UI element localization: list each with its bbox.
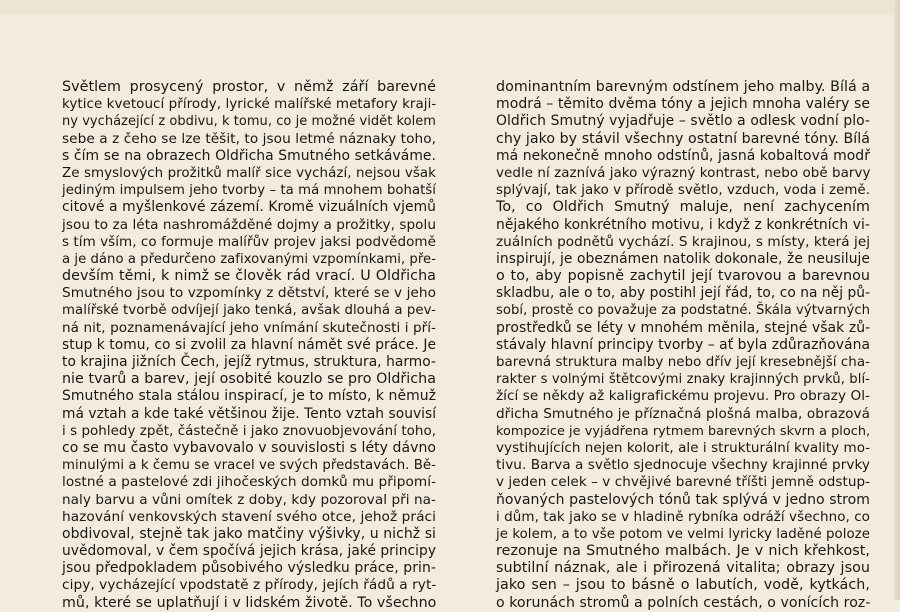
left-column-line: ny vycházející z obdivu, k tomu, co je možné vidět kolem bbox=[62, 114, 436, 130]
right-column-line: nějakého konkrétního motivu, i když z konkrétních vi- bbox=[496, 216, 870, 233]
right-column-line: kompozice je vyjádřena rytmem barevných skvrn a ploch, bbox=[496, 423, 871, 439]
left-column-line: i s pohledy zpět, částečně i jako znovuobjevování toho, bbox=[62, 423, 437, 439]
left-column-line: Ze smyslových prožitků malíř sice vychází, nejsou však bbox=[62, 165, 436, 181]
left-column-line: malířské tvorbě odvíjejí jako tenká, avšak dlouhá a pev- bbox=[62, 303, 436, 319]
left-text-column bbox=[62, 79, 436, 612]
right-column-line: sobí, prostě co považuje za podstatné. Škála výtvarných bbox=[496, 303, 870, 319]
left-column-line: to krajina jižních Čech, jejíž rytmus, struktura, harmo- bbox=[62, 354, 436, 370]
right-column-line: o korunách stromů a polních cestách, o vonících roz- bbox=[496, 594, 871, 611]
left-column-line: jsou předpokladem působivého výsledku práce, prin- bbox=[62, 560, 436, 577]
right-column-line: jako sen – jsou to básně o labutích, vodě, kytkách, bbox=[496, 577, 870, 594]
right-column-line: chy jako by stávil všechny ostatní barevné tóny. Bílá bbox=[496, 130, 870, 147]
left-column-line: Smutného stala stálou inspirací, je to místo, k němuž bbox=[62, 388, 436, 405]
left-column-line: má vztah a kde také většinou žije. Tento vztah souvisí bbox=[62, 405, 437, 422]
left-column-line: a je dáno a předurčeno zafixovanými vzpomínkami, pře- bbox=[62, 251, 437, 267]
right-column-line: vystihujících nejen kolorit, ale i strukturální kvality mo- bbox=[496, 439, 871, 456]
left-column-line: cipy, vycházející vpodstatě z přírody, jejích řádů a ryt- bbox=[62, 577, 437, 594]
right-column-line: v jeden celek – v chvějivé barevné tříšti jemně odstup- bbox=[496, 474, 871, 491]
left-column-line: hazování venkovských stavení svého otce, jehož práci bbox=[62, 508, 436, 525]
right-column-line: subtilní náznak, ale i přirozená vitalita; obrazy jsou bbox=[496, 560, 870, 577]
right-column-line: dřicha Smutného je příznačná plošná malba, obrazová bbox=[496, 405, 870, 422]
left-column-line: jsou to za léta nashromážděné dojmy a prožitky, spolu bbox=[62, 216, 436, 233]
right-text-column bbox=[496, 79, 870, 612]
right-column-line: má nekonečně mnoho odstínů, jasná kobaltová modř bbox=[496, 147, 870, 164]
right-column-line: prostředků se léty v mnohém měnila, stejné však zů- bbox=[496, 319, 871, 336]
left-column-line: stup k tomu, co si zvolil za hlavní námět své práce. Je bbox=[62, 336, 436, 353]
right-column-line: skladbu, ale o to, aby postihl její řád, to, co na něj pů- bbox=[496, 285, 871, 302]
left-column-line: Smutného jsou to vzpomínky z dětství, které se v jeho bbox=[62, 285, 436, 302]
right-column-line: rezonuje na Smutného malbách. Je v nich křehkost, bbox=[496, 543, 870, 560]
page-top-margin bbox=[0, 0, 900, 14]
left-column-line: Světlem prosycený prostor, v němž září barevné bbox=[62, 79, 436, 95]
left-column-line: kytice kvetoucí přírody, lyrické malířské metafory kraji- bbox=[62, 96, 437, 113]
right-column-line: i dům, tak jako se v hladině rybníka odráží všechno, co bbox=[496, 508, 870, 525]
right-column-line: žící se někdy až kaligrafickému projevu. Pro obrazy Ol- bbox=[496, 388, 870, 405]
left-column-line: ná nit, poznamenávající jeho vnímání skutečnosti i pří- bbox=[62, 319, 436, 336]
left-column-line: s čím se na obrazech Oldřicha Smutného setkáváme. bbox=[62, 147, 436, 164]
left-column-line: lostné a pastelové zdi jihočeských domků mu připomí- bbox=[62, 474, 437, 491]
page-edge bbox=[894, 0, 900, 600]
left-column-line: sebe a z čeho se lze těšit, to jsou letmé náznaky toho, bbox=[62, 130, 436, 147]
left-column-line: naly barvu a vůni omítek z doby, kdy pozoroval při na- bbox=[62, 491, 436, 508]
left-column-line: nie tvarů a barev, její osobité kouzlo se pro Oldřicha bbox=[62, 371, 436, 388]
right-column-line: ňovaných pastelových tónů tak splývá v jedno strom bbox=[496, 491, 870, 508]
left-column-line: devším těmi, k nimž se člověk rád vrací. U Oldřicha bbox=[62, 268, 436, 285]
right-column-line: dominantním barevným odstínem jeho malby. Bílá a bbox=[496, 79, 871, 95]
right-column-line: barevná struktura malby nebo dřív její kresebnější cha- bbox=[496, 355, 870, 370]
left-column-line: mů, které se uplatňují i v lidském životě. To všechno bbox=[62, 594, 437, 611]
right-column-line: tivu. Barva a světlo sjednocuje všechny krajinné prvky bbox=[496, 457, 870, 474]
right-column-line: je kolem, a to vše potom ve velmi lyricky laděné poloze bbox=[496, 526, 870, 542]
left-column-line: co se mu často vybavovalo v souvislosti s léty dávno bbox=[62, 439, 436, 456]
right-column-line: o to, aby popisně zachytil její tvarovou a barevnou bbox=[496, 268, 870, 285]
left-column-line: jediným impulsem jeho tvorby – ta má mnohem bohatší bbox=[62, 183, 436, 199]
right-column-line: splývají, tak jako v přírodě světlo, vzduch, voda i země. bbox=[496, 183, 870, 199]
right-column-line: vedle ní zaznívá jako výrazný kontrast, nebo obě barvy bbox=[496, 164, 871, 181]
left-column-line: uvědomoval, v čem spočívá jejich krása, jaké principy bbox=[62, 543, 437, 560]
right-column-line: modrá – těmito dvěma tóny a jejich mnoha valéry se bbox=[496, 96, 870, 113]
left-column-line: citové a myšlenkové zázemí. Kromě vizuálních vjemů bbox=[62, 199, 436, 216]
right-column-line: inspirují, je obeznámen natolik dokonale, že neusiluje bbox=[496, 250, 870, 267]
left-column-line: obdivoval, stejně tak jako matčiny výšivky, u nichž si bbox=[62, 525, 436, 542]
right-column-line: rakter s volnými štětcovými znaky krajinných prvků, blí- bbox=[496, 372, 870, 388]
left-column-line: s tím vším, co formuje malířův projev jaksi podvědomě bbox=[62, 233, 436, 250]
right-column-line: Oldřich Smutný vyjadřuje – světlo a odlesk vodní plo- bbox=[496, 113, 870, 130]
right-column-line: To, co Oldřich Smutný maluje, není zachycením bbox=[496, 199, 870, 216]
left-column-line: minulými a k čemu se vracel ve svých představách. Bě- bbox=[62, 458, 436, 474]
right-column-line: stávaly hlavní principy tvorby – ať byla zdůrazňována bbox=[496, 336, 870, 353]
right-column-line: zuálních podnětů vychází. S krajinou, s místy, která jej bbox=[496, 233, 871, 250]
